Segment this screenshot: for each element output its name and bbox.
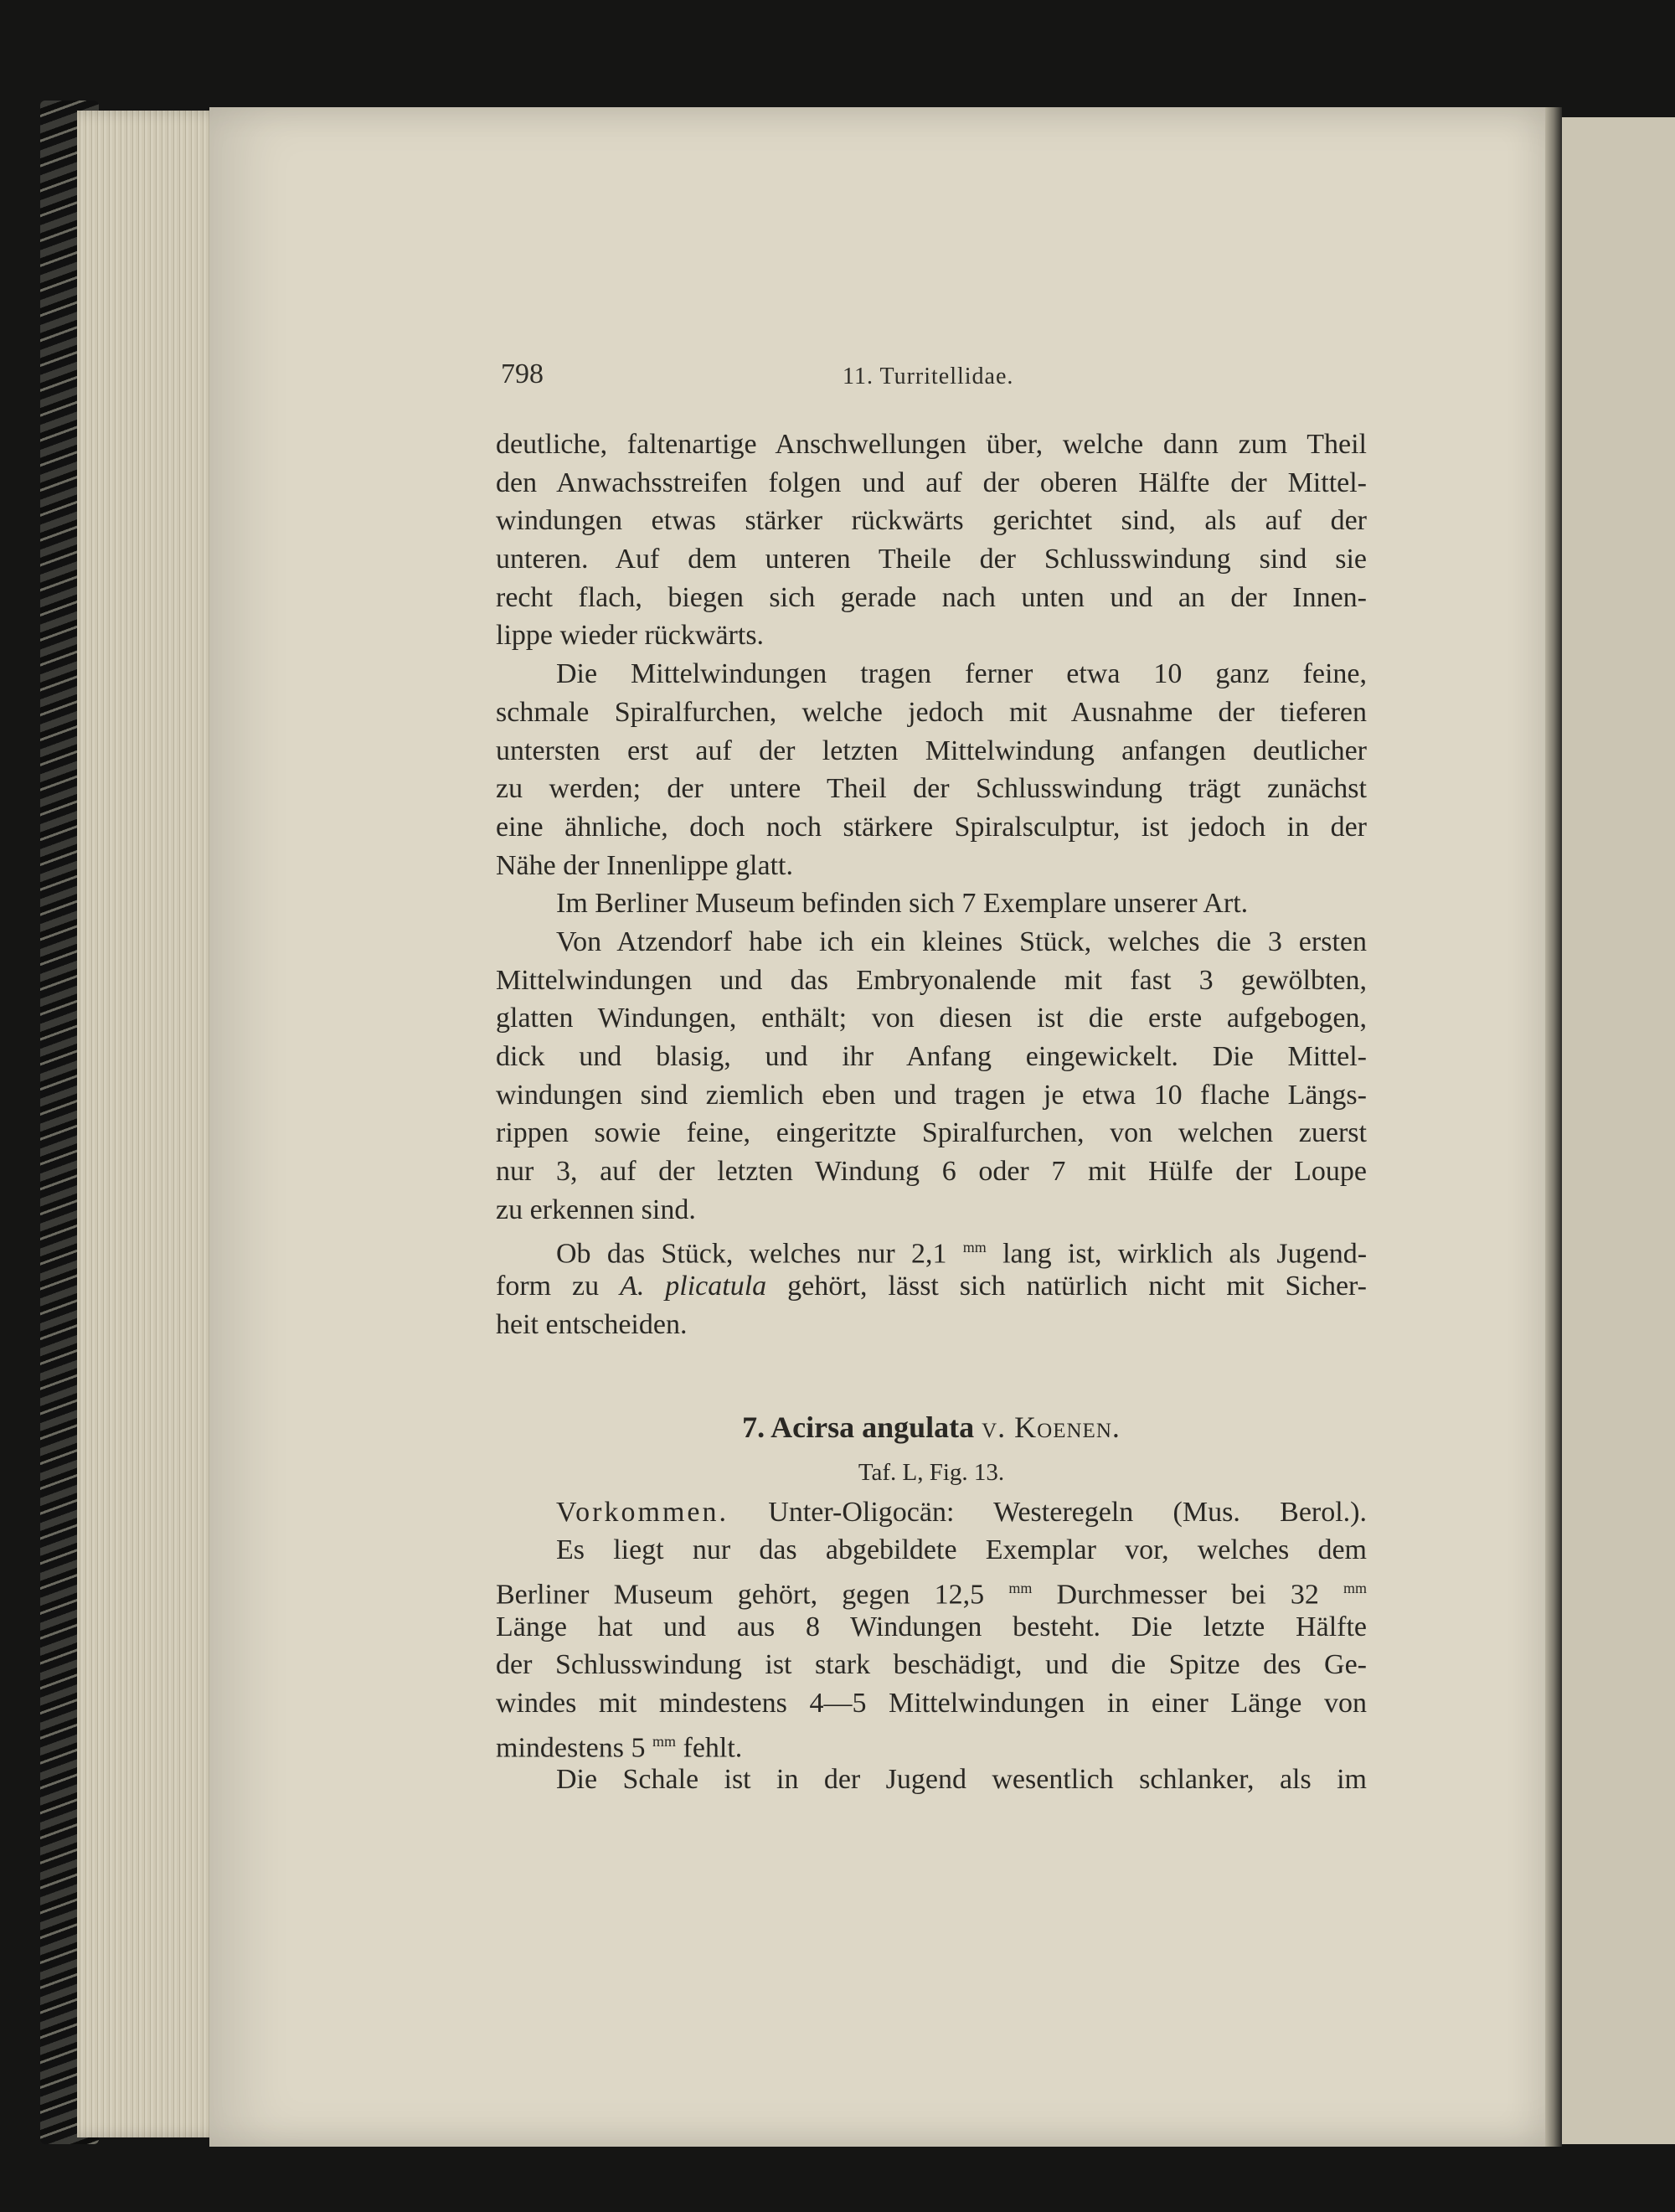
text-line: Länge hat und aus 8 Windungen besteht. Die letzte Hälfte: [496, 1611, 1367, 1642]
text-line: windungen sind ziemlich eben und tragen je etwa 10 flache Längs-: [496, 1079, 1367, 1111]
occurrence-text: Unter-Oligocän: Westeregeln (Mus. Berol.).: [768, 1496, 1367, 1528]
text-line: unteren. Auf dem unteren Theile der Schlusswindung sind sie: [496, 544, 1367, 575]
text-line: [496, 1570, 1368, 1611]
paragraph-1: [496, 425, 1367, 655]
unit-mm: mm: [1008, 1579, 1033, 1596]
text-line: Von Atzendorf habe ich ein kleines Stück, welches die 3 ersten: [556, 926, 1367, 957]
occurrence-label: Vorkommen.: [556, 1496, 729, 1528]
page-edges: [77, 111, 228, 2137]
page-gutter: [1545, 107, 1562, 2147]
unit-mm: mm: [1343, 1579, 1368, 1596]
text-span: Durchmesser bei 32: [1056, 1579, 1319, 1611]
text-line: glatten Windungen, enthält; von diesen ist die erste aufgebogen,: [496, 1003, 1367, 1034]
text-line: nur 3, auf der letzten Windung 6 oder 7 mit Hülfe der Loupe: [496, 1156, 1367, 1188]
facing-page-edge: [1562, 117, 1675, 2144]
text-line: heit entscheiden.: [496, 1308, 688, 1340]
unit-mm: mm: [652, 1732, 676, 1750]
paragraph-5: [496, 1229, 1367, 1343]
text-line: [496, 1267, 1367, 1306]
text-span: Berliner Museum gehört, gegen 12,5: [496, 1579, 985, 1611]
text-line: [496, 1723, 1367, 1761]
text-line: den Anwachsstreifen folgen und auf der oberen Hälfte der Mittel-: [496, 467, 1367, 498]
text-span: fehlt.: [683, 1731, 743, 1763]
text-line: Es liegt nur das abgebildete Exemplar vor, welches dem: [556, 1534, 1367, 1566]
text-line: Im Berliner Museum befinden sich 7 Exemplare unserer Art.: [556, 888, 1249, 920]
text-line: zu erkennen sind.: [496, 1194, 696, 1225]
species-heading: [496, 1403, 1367, 1451]
text-span: gehört, lässt sich natürlich nicht mit Sicher-: [787, 1271, 1368, 1302]
unit-mm: mm: [962, 1239, 987, 1256]
text-line: eine ähnliche, doch noch stärkere Spiralsculptur, ist jedoch in der: [496, 811, 1367, 843]
text-line: Die Schale ist in der Jugend wesentlich schlanker, als im: [556, 1764, 1367, 1796]
text-line: schmale Spiralfurchen, welche jedoch mit Ausnahme der tieferen: [496, 696, 1367, 728]
text-line: windes mit mindestens 4—5 Mittelwindungen in einer Länge von: [496, 1687, 1367, 1719]
text-line: rippen sowie feine, eingeritzte Spiralfurchen, von welchen zuerst: [496, 1117, 1367, 1149]
text-line: Die Mittelwindungen tragen ferner etwa 10 ganz feine,: [556, 658, 1367, 690]
species-name-italic: A. plicatula: [620, 1271, 767, 1302]
paragraph-2: [496, 655, 1367, 884]
species-name: Acirsa angulata: [770, 1410, 975, 1444]
text-line: recht flach, biegen sich gerade nach unten und an der Innen-: [496, 581, 1367, 613]
text-span: lang ist, wirklich als Jugend-: [1002, 1238, 1368, 1270]
text-line: deutliche, faltenartige Anschwellungen über, welche dann zum Theil: [496, 429, 1367, 460]
paragraph-4: [496, 923, 1367, 1230]
text-line: untersten erst auf der letzten Mittelwindung anfangen deutlicher: [496, 735, 1367, 766]
text-line: Nähe der Innenlippe glatt.: [496, 849, 793, 881]
body-text: [496, 425, 1367, 1799]
text-span: mindestens 5: [496, 1731, 646, 1763]
text-line: der Schlusswindung ist stark beschädigt, und die Spitze des Ge-: [496, 1649, 1367, 1681]
text-span: form zu: [496, 1271, 600, 1302]
occurrence-line: [496, 1493, 1367, 1532]
text-line: dick und blasig, und ihr Anfang eingewickelt. Die Mittel-: [496, 1041, 1367, 1072]
paragraph-6: [496, 1531, 1367, 1761]
section-number: 7.: [742, 1410, 765, 1444]
text-line: lippe wieder rückwärts.: [496, 620, 765, 652]
text-line: [496, 1229, 1368, 1270]
running-title: 11. Turritellidae.: [843, 364, 1014, 389]
plate-reference: Taf. L, Fig. 13.: [858, 1458, 1005, 1486]
species-author: v. Koenen.: [982, 1410, 1121, 1444]
page-number: 798: [501, 358, 544, 389]
text-line: windungen etwas stärker rückwärts gerichtet sind, als auf der: [496, 505, 1367, 537]
text-span: Ob das Stück, welches nur 2,1: [556, 1238, 947, 1270]
running-head: [501, 358, 1363, 400]
text-line: zu werden; der untere Theil der Schlusswindung trägt zunächst: [496, 773, 1367, 805]
section-spacer: [496, 1344, 1367, 1403]
paragraph-3: [496, 884, 1367, 923]
text-line: Mittelwindungen und das Embryonalende mit fast 3 gewölbten,: [496, 964, 1367, 996]
